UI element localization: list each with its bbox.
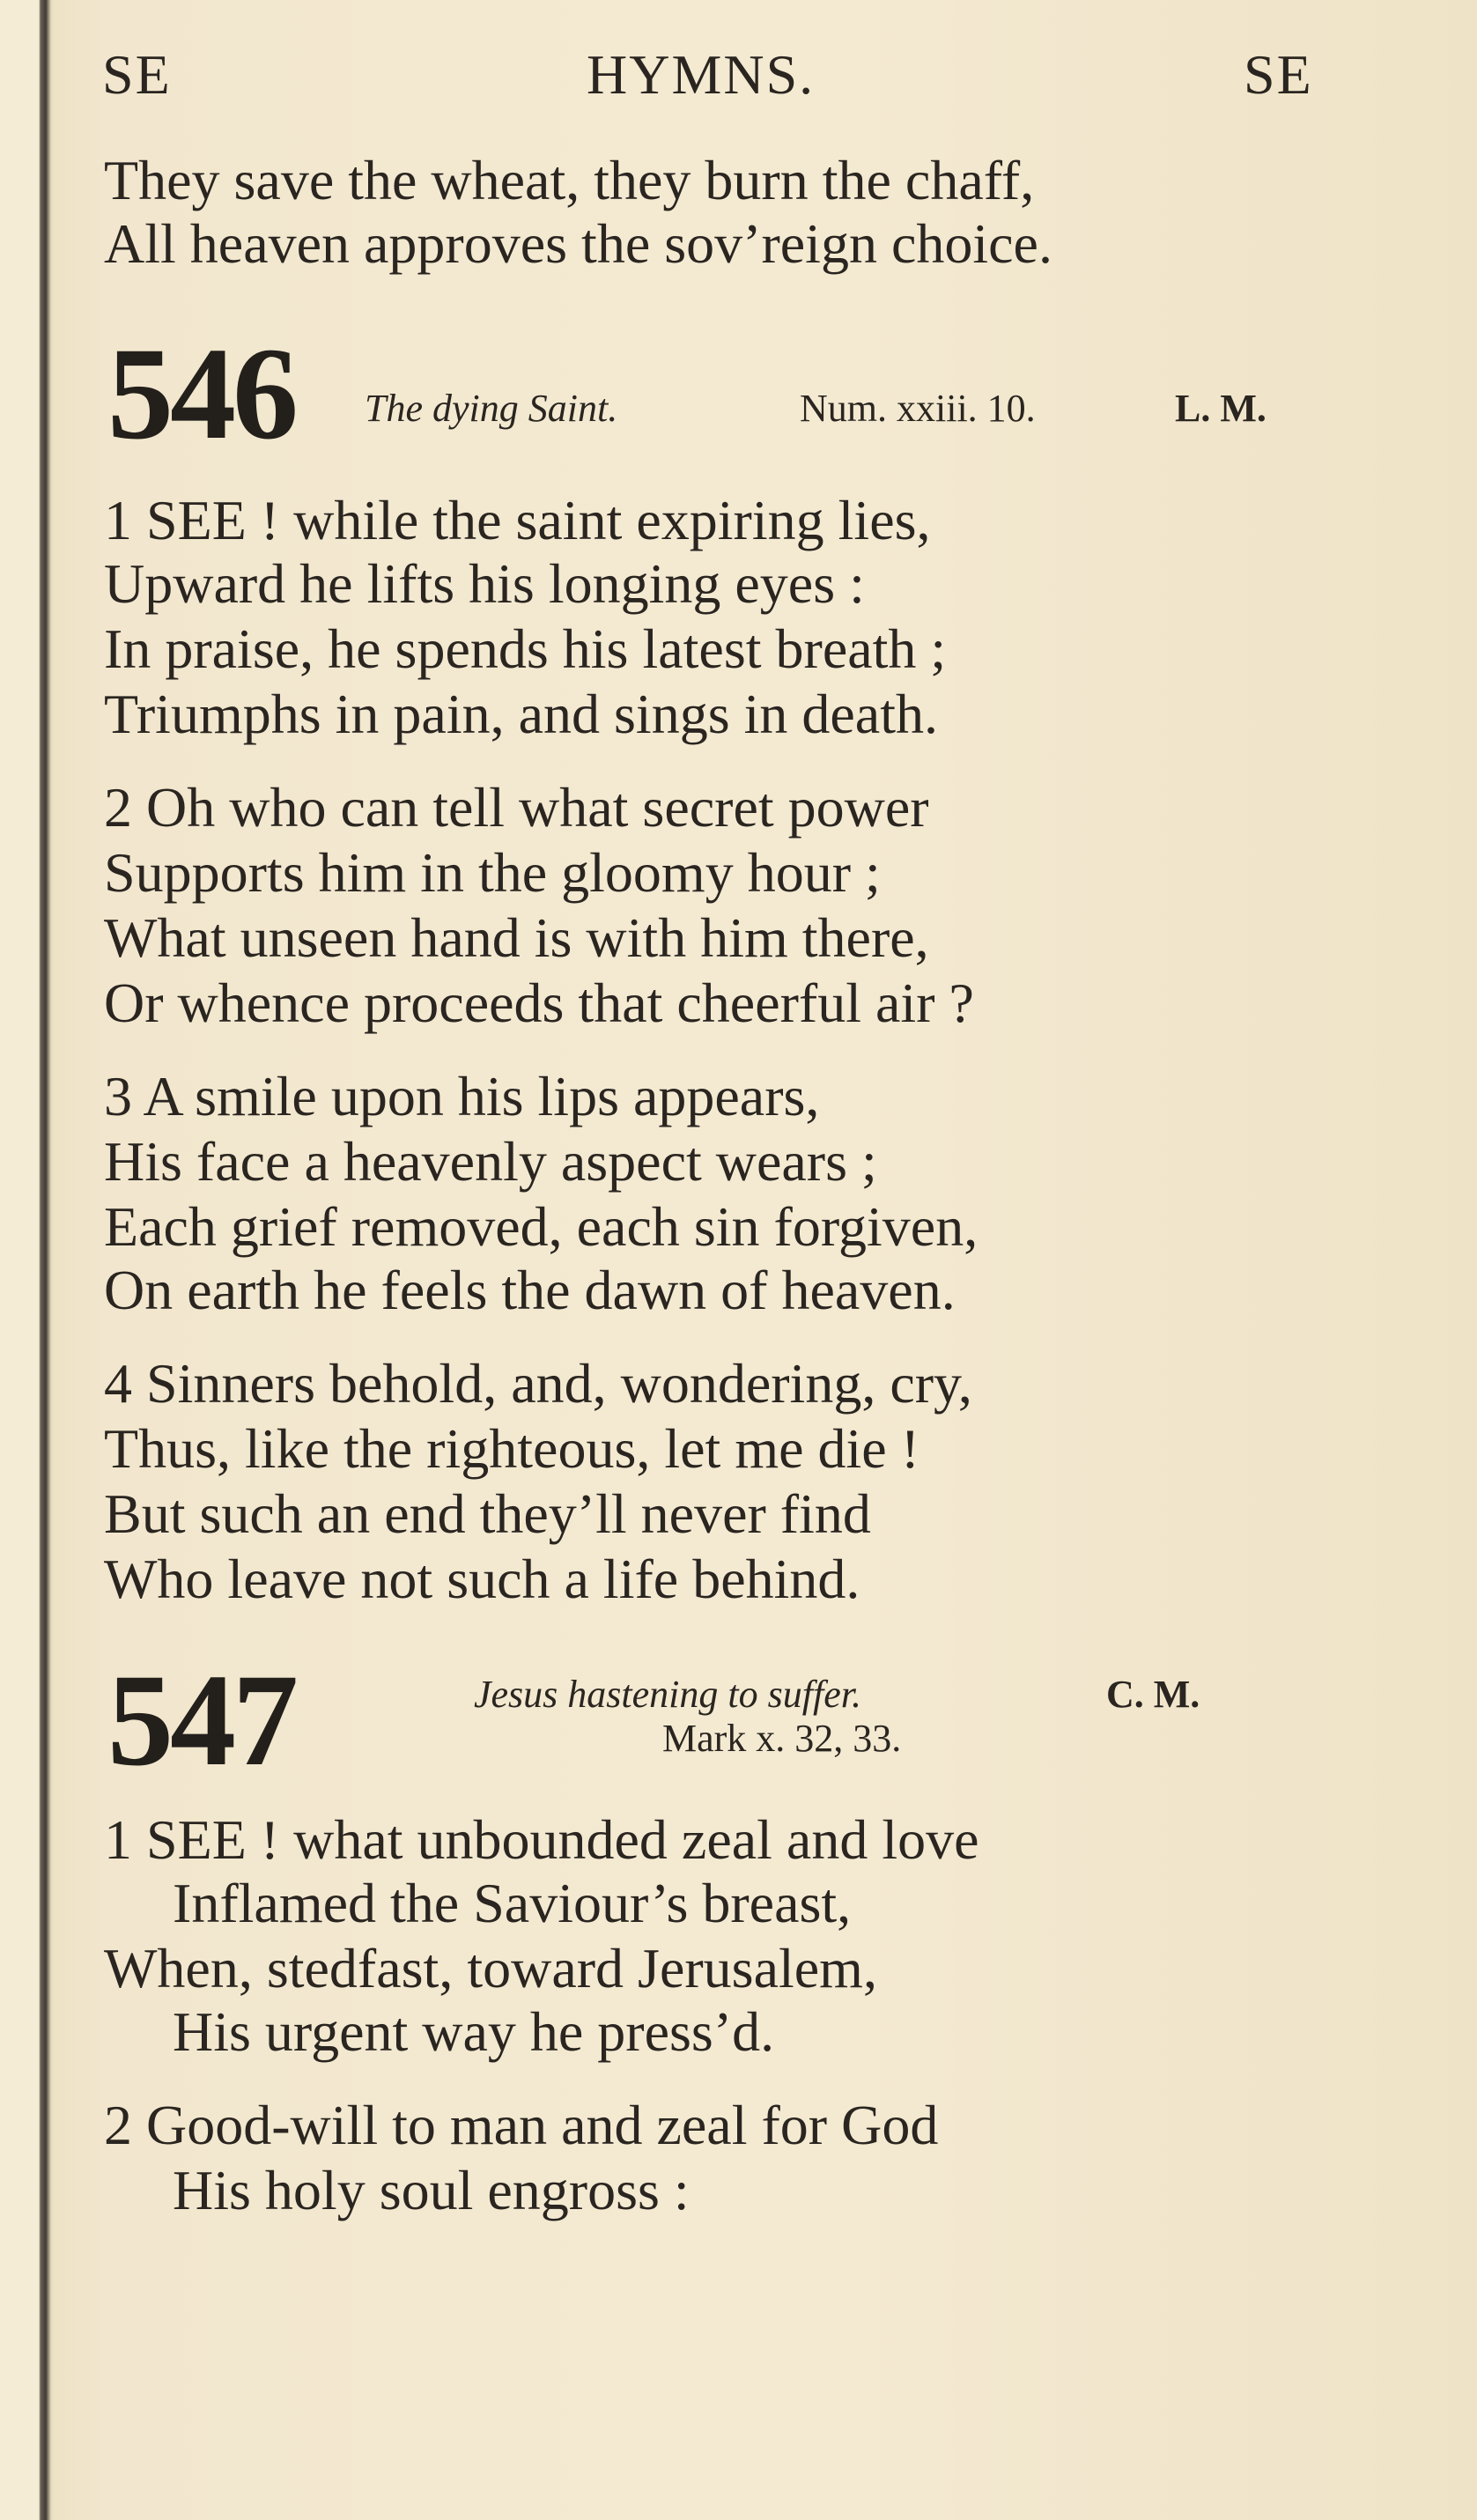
verse-line: His urgent way he press’d. bbox=[173, 2000, 775, 2063]
intro-line: All heaven approves the sov’reign choice. bbox=[104, 212, 1052, 275]
verse-line: But such an end they’ll never find bbox=[104, 1482, 871, 1545]
header-left-catchword: SE bbox=[102, 43, 172, 106]
verse-line: Inflamed the Saviour’s breast, bbox=[173, 1872, 852, 1934]
header-right-catchword: SE bbox=[1244, 43, 1313, 106]
intro-line: They save the wheat, they burn the chaff, bbox=[104, 149, 1035, 211]
verse-line: Thus, like the righteous, let me die ! bbox=[104, 1417, 919, 1480]
hymn-meter: L. M. bbox=[1175, 387, 1267, 430]
verse-line: Triumphs in pain, and sings in death. bbox=[104, 683, 938, 745]
running-header bbox=[102, 35, 1335, 115]
verse-line: 3 A smile upon his lips appears, bbox=[104, 1065, 820, 1127]
scripture-reference: Num. xxiii. 10. bbox=[800, 387, 1036, 430]
verse-line: His holy soul engross : bbox=[173, 2159, 690, 2221]
verse-line: In praise, he spends his latest breath ; bbox=[104, 617, 947, 680]
verse-line: Or whence proceeds that cheerful air ? bbox=[104, 972, 974, 1034]
verse-line: 2 Oh who can tell what secret power bbox=[104, 776, 929, 839]
verse-line: His face a heavenly aspect wears ; bbox=[104, 1130, 877, 1193]
header-title: HYMNS. bbox=[587, 43, 816, 106]
hymn-number: 547 bbox=[107, 1647, 295, 1793]
hymn-title: Jesus hastening to suffer. bbox=[474, 1673, 861, 1716]
book-binding-edge bbox=[0, 0, 55, 2520]
verse-line: When, stedfast, toward Jerusalem, bbox=[104, 1937, 877, 1999]
verse-line: What unseen hand is with him there, bbox=[104, 906, 929, 969]
verse-line: 2 Good-will to man and zeal for God bbox=[104, 2094, 939, 2156]
verse-line: Each grief removed, each sin forgiven, bbox=[104, 1195, 979, 1258]
verse-line: Supports him in the gloomy hour ; bbox=[104, 841, 881, 904]
verse-line: On earth he feels the dawn of heaven. bbox=[104, 1259, 956, 1321]
verse-line: Who leave not such a life behind. bbox=[104, 1548, 860, 1610]
hymn-title: The dying Saint. bbox=[365, 387, 618, 430]
hymn-number: 546 bbox=[107, 321, 295, 467]
scripture-reference: Mark x. 32, 33. bbox=[662, 1717, 902, 1760]
hymn-meter: C. M. bbox=[1106, 1673, 1200, 1716]
verse-line: 4 Sinners behold, and, wondering, cry, bbox=[104, 1352, 972, 1415]
verse-line: 1 SEE ! while the saint expiring lies, bbox=[104, 489, 931, 551]
verse-line: Upward he lifts his longing eyes : bbox=[104, 552, 865, 615]
verse-line: 1 SEE ! what unbounded zeal and love bbox=[104, 1808, 979, 1871]
